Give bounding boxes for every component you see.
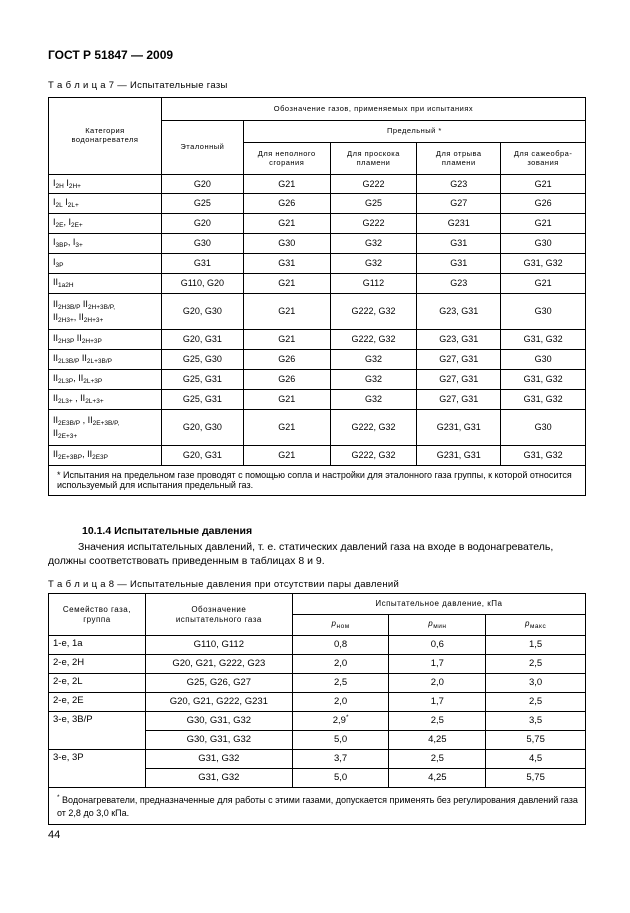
table8-pnom-cell: 2,9*: [292, 712, 389, 731]
table7-category-cell: $II_{2L3B/P}$ $II_{2L+3B/P}$: [49, 350, 162, 370]
table8-pmax-cell: 2,5: [486, 693, 586, 712]
table7-category-cell: $I_{2E}$, $I_{2E+}$: [49, 214, 162, 234]
table7-gas-cell: G20: [161, 214, 243, 234]
table7-gas-cell: G222: [330, 214, 417, 234]
table7-row: [49, 175, 586, 194]
table8-footnote: * Водонагреватели, предназначенные для работы с этими газами, допускается применять без регулирования давлений газа от 2,8 до 3,0 кПа.: [49, 788, 586, 825]
document-header: ГОСТ Р 51847 — 2009: [48, 48, 174, 62]
table7-head-incomplete: Для неполного сгорания: [243, 143, 330, 175]
table7-gas-cell: G27, G31: [417, 390, 501, 410]
table7-gas-cell: G32: [330, 350, 417, 370]
table7-gas-cell: G20, G31: [161, 330, 243, 350]
table8-pmin-cell: 0,6: [389, 636, 486, 655]
table8-pnom-cell: 2,0: [292, 693, 389, 712]
table7-gas-cell: G25, G30: [161, 350, 243, 370]
table8-head-pmin: $p_{мин}$: [389, 615, 486, 636]
table8-gas-cell: G25, G26, G27: [145, 674, 292, 693]
table7-gas-cell: G31, G32: [501, 370, 586, 390]
table8-pmin-cell: 2,5: [389, 712, 486, 731]
table8-pmin-cell: 2,5: [389, 750, 486, 769]
table7-category-cell: $II_{2L3P}$, $II_{2L+3P}$: [49, 370, 162, 390]
table7-gas-cell: G32: [330, 390, 417, 410]
table7-gas-cell: G30: [501, 350, 586, 370]
table8-gas-cell: G20, G21, G222, G23: [145, 655, 292, 674]
table7-gas-cell: G32: [330, 254, 417, 274]
table7: [48, 97, 586, 496]
table7-gas-cell: G110, G20: [161, 274, 243, 294]
table7-row: [49, 214, 586, 234]
table8-pnom-cell: 3,7: [292, 750, 389, 769]
table7-row: [49, 410, 586, 446]
table7-gas-cell: G20: [161, 175, 243, 194]
table7-gas-cell: G27, G31: [417, 370, 501, 390]
table7-gas-cell: G231, G31: [417, 410, 501, 446]
table7-category-cell: $I_{3BP}$, $I_{3+}$: [49, 234, 162, 254]
table7-category-cell: $II_{2H3B/P}$ $II_{2H+3B/P,}$ $II_{2H3+}$, $II_{2H+3+}$: [49, 294, 162, 330]
table8-row: [49, 655, 586, 674]
table8-pmax-cell: 4,5: [486, 750, 586, 769]
table8-gas-cell: G20, G21, G222, G231: [145, 693, 292, 712]
table7-gas-cell: G222, G32: [330, 330, 417, 350]
table8-pnom-cell: 5,0: [292, 731, 389, 750]
table7-category-cell: $I_{2L}$ $I_{2L+}$: [49, 194, 162, 214]
table7-gas-cell: G31, G32: [501, 254, 586, 274]
table8-pmin-cell: 2,0: [389, 674, 486, 693]
table8-head-pmax: $p_{макс}$: [486, 615, 586, 636]
table7-row: [49, 330, 586, 350]
table7-gas-cell: G21: [501, 274, 586, 294]
table7-head-category: Категория водонагревателя: [49, 98, 162, 175]
table7-category-cell: $II_{2E3B/P}$ , $II_{2E+3B/P,}$ $II_{2E+3+}$: [49, 410, 162, 446]
table8-pmin-cell: 1,7: [389, 655, 486, 674]
section-text: Значения испытательных давлений, т. е. статических давлений газа на входе в водонагреватель, должны соответствовать приведенным в таблицах 8 и 9.: [48, 541, 554, 567]
table8-head-designation: Обозначение испытательного газа: [145, 594, 292, 636]
table7-row: [49, 274, 586, 294]
section-title: 10.1.4 Испытательные давления: [82, 525, 253, 537]
table8-pnom-cell: 2,5: [292, 674, 389, 693]
table7-head-designation: Обозначение газов, применяемых при испытаниях: [161, 98, 585, 121]
table7-footnote: * Испытания на предельном газе проводят с помощью сопла и настройки для эталонного газа группы, к которой относится используемый для испытания предельный газ.: [49, 466, 586, 496]
table7-gas-cell: G30: [501, 410, 586, 446]
table7-gas-cell: G112: [330, 274, 417, 294]
table7-caption: Т а б л и ц а 7 — Испытательные газы: [48, 80, 228, 91]
table8-row: [49, 674, 586, 693]
table8: [48, 593, 586, 825]
table8-pmin-cell: 1,7: [389, 693, 486, 712]
table8-row: [49, 712, 586, 731]
table7-head-flashback: Для проскока пламени: [330, 143, 417, 175]
table7-gas-cell: G32: [330, 370, 417, 390]
table8-pmax-cell: 2,5: [486, 655, 586, 674]
table7-row: [49, 350, 586, 370]
table7-gas-cell: G231: [417, 214, 501, 234]
table7-gas-cell: G21: [243, 214, 330, 234]
table7-gas-cell: G25, G31: [161, 390, 243, 410]
table8-head-pnom: $p_{ном}$: [292, 615, 389, 636]
table7-gas-cell: G31, G32: [501, 330, 586, 350]
table8-family-cell: 3-е, 3В/Р: [49, 712, 146, 750]
table7-gas-cell: G31, G32: [501, 446, 586, 466]
table8-pmax-cell: 1,5: [486, 636, 586, 655]
table7-row: [49, 234, 586, 254]
table7-gas-cell: G231, G31: [417, 446, 501, 466]
table7-gas-cell: G23, G31: [417, 330, 501, 350]
table8-row: [49, 693, 586, 712]
table8-pmax-cell: 3,5: [486, 712, 586, 731]
table8-pmax-cell: 5,75: [486, 769, 586, 788]
table8-gas-cell: G31, G32: [145, 769, 292, 788]
table7-gas-cell: G30: [161, 234, 243, 254]
table7-row: [49, 294, 586, 330]
table7-gas-cell: G30: [501, 234, 586, 254]
table7-gas-cell: G27, G31: [417, 350, 501, 370]
table7-gas-cell: G21: [243, 274, 330, 294]
table8-family-cell: 2-е, 2Н: [49, 655, 146, 674]
table7-gas-cell: G21: [243, 330, 330, 350]
table7-gas-cell: G25, G31: [161, 370, 243, 390]
table8-pnom-cell: 5,0: [292, 769, 389, 788]
table7-gas-cell: G21: [501, 175, 586, 194]
table7-gas-cell: G31: [243, 254, 330, 274]
table7-gas-cell: G31: [417, 234, 501, 254]
table8-pnom-cell: 0,8: [292, 636, 389, 655]
table7-gas-cell: G31: [161, 254, 243, 274]
table8-gas-cell: G31, G32: [145, 750, 292, 769]
table7-gas-cell: G27: [417, 194, 501, 214]
table8-family-cell: 2-е, 2Е: [49, 693, 146, 712]
table8-pmax-cell: 5,75: [486, 731, 586, 750]
table7-gas-cell: G23, G31: [417, 294, 501, 330]
table7-head-soot: Для сажеобра-зования: [501, 143, 586, 175]
table7-category-cell: $I_{3P}$: [49, 254, 162, 274]
table7-gas-cell: G30: [501, 294, 586, 330]
table8-caption: Т а б л и ц а 8 — Испытательные давления при отсутствии пары давлений: [48, 579, 400, 590]
table7-category-cell: $II_{2E+3BP}$, $II_{2E3P}$: [49, 446, 162, 466]
table7-gas-cell: G23: [417, 274, 501, 294]
table7-row: [49, 370, 586, 390]
table7-row: [49, 390, 586, 410]
table7-category-cell: $II_{2H3P}$ $II_{2H+3P}$: [49, 330, 162, 350]
table7-gas-cell: G32: [330, 234, 417, 254]
table8-pmax-cell: 3,0: [486, 674, 586, 693]
table7-category-cell: $I_{2H}$ $I_{2H+}$: [49, 175, 162, 194]
table7-gas-cell: G21: [243, 294, 330, 330]
table7-gas-cell: G222, G32: [330, 294, 417, 330]
table7-gas-cell: G23: [417, 175, 501, 194]
table7-gas-cell: G25: [330, 194, 417, 214]
table7-gas-cell: G20, G31: [161, 446, 243, 466]
table7-head-liftoff: Для отрыва пламени: [417, 143, 501, 175]
table7-row: [49, 446, 586, 466]
table7-gas-cell: G31, G32: [501, 390, 586, 410]
table8-gas-cell: G30, G31, G32: [145, 712, 292, 731]
table7-gas-cell: G31: [417, 254, 501, 274]
table8-head-pressure: Испытательное давление, кПа: [292, 594, 585, 615]
table7-gas-cell: G20, G30: [161, 294, 243, 330]
table7-head-reference: Эталонный: [161, 121, 243, 175]
table7-gas-cell: G26: [501, 194, 586, 214]
table7-category-cell: $II_{2L3+}$ , $II_{2L+3+}$: [49, 390, 162, 410]
table7-gas-cell: G21: [243, 446, 330, 466]
table8-gas-cell: G110, G112: [145, 636, 292, 655]
table8-row: [49, 750, 586, 769]
table8-family-cell: 3-е, 3Р: [49, 750, 146, 788]
table7-gas-cell: G25: [161, 194, 243, 214]
page-number: 44: [48, 829, 61, 841]
table7-gas-cell: G222, G32: [330, 446, 417, 466]
table8-family-cell: 2-е, 2L: [49, 674, 146, 693]
table7-gas-cell: G21: [243, 410, 330, 446]
table8-pnom-cell: 2,0: [292, 655, 389, 674]
table7-gas-cell: G21: [501, 214, 586, 234]
table8-gas-cell: G30, G31, G32: [145, 731, 292, 750]
table7-gas-cell: G26: [243, 350, 330, 370]
table8-row: [49, 636, 586, 655]
table7-gas-cell: G20, G30: [161, 410, 243, 446]
table7-gas-cell: G21: [243, 390, 330, 410]
table7-gas-cell: G222: [330, 175, 417, 194]
table8-pmin-cell: 4,25: [389, 769, 486, 788]
table7-row: [49, 194, 586, 214]
table7-gas-cell: G222, G32: [330, 410, 417, 446]
table8-family-cell: 1-е, 1а: [49, 636, 146, 655]
table7-category-cell: $II_{1a2H}$: [49, 274, 162, 294]
table7-head-limit: Предельный *: [243, 121, 585, 143]
table8-pmin-cell: 4,25: [389, 731, 486, 750]
table7-gas-cell: G26: [243, 194, 330, 214]
table7-gas-cell: G21: [243, 175, 330, 194]
table7-gas-cell: G26: [243, 370, 330, 390]
table7-row: [49, 254, 586, 274]
table8-head-family: Семейство газа, группа: [49, 594, 146, 636]
table7-gas-cell: G30: [243, 234, 330, 254]
